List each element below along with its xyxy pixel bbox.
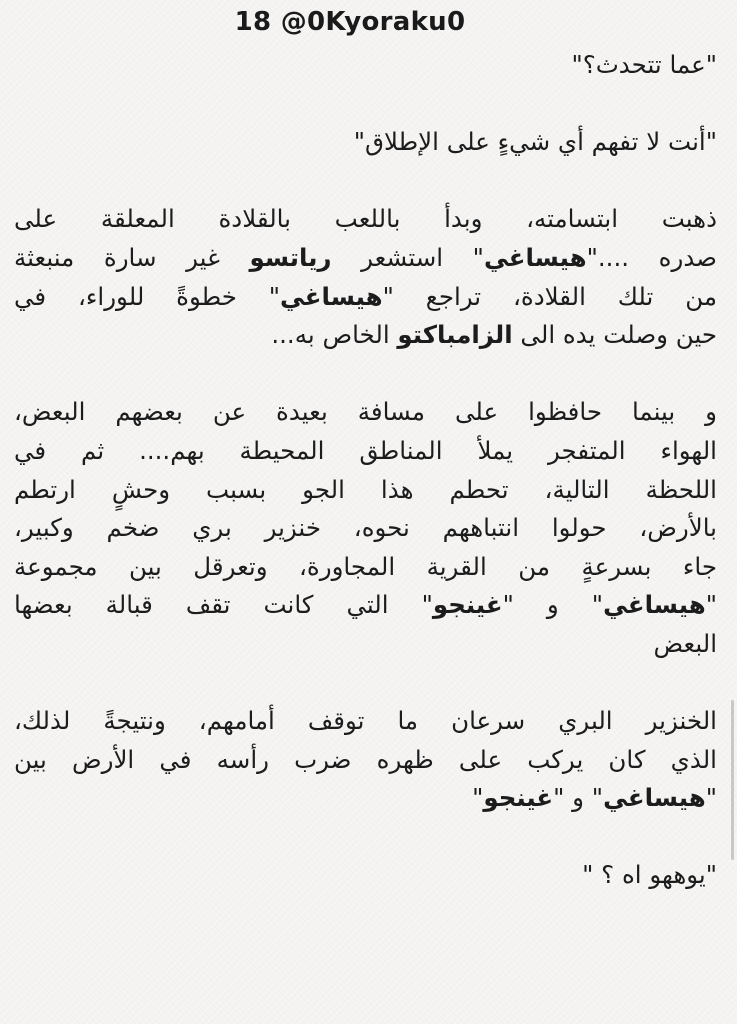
bold-name: هيساغي bbox=[483, 242, 587, 272]
text-segment: الهواء المتفجر يملأ المناطق المحيطة بهم.... ثم في bbox=[14, 435, 717, 465]
text-line bbox=[14, 509, 717, 548]
text-line bbox=[14, 548, 717, 587]
text-segment: " bbox=[705, 783, 717, 813]
text-line bbox=[14, 741, 717, 780]
text-segment: الذي كان يركب على ظهره ضرب رأسه في الأرض بين bbox=[14, 744, 717, 774]
text-line bbox=[14, 586, 717, 625]
blank-line bbox=[14, 818, 717, 857]
text-segment: " التي كانت تقف قبالة بعضها bbox=[14, 590, 433, 620]
text-segment: "يوههو اه ؟ " bbox=[582, 860, 717, 890]
page-header-handle: 18 @0Kyoraku0 bbox=[234, 7, 466, 37]
text-segment: " و " bbox=[553, 783, 604, 813]
text-segment: الخاص به... bbox=[271, 320, 398, 350]
bold-name: هيساغي bbox=[603, 783, 706, 813]
text-segment: صدره ...." bbox=[586, 242, 717, 272]
bold-name: غينجو bbox=[432, 590, 503, 620]
text-segment: " خطوةً للوراء، في bbox=[14, 281, 281, 311]
bold-name: هيساغي bbox=[603, 590, 706, 620]
scroll-indicator[interactable] bbox=[731, 700, 734, 860]
blank-line bbox=[14, 85, 717, 124]
text-segment: " bbox=[705, 590, 717, 620]
text-line bbox=[14, 779, 717, 818]
text-segment: " bbox=[472, 783, 484, 813]
text-segment: بالأرض، حولوا انتباههم نحوه، خنزير بري ضخم وكبير، bbox=[14, 513, 717, 543]
text-segment: حين وصلت يده الى bbox=[512, 320, 717, 350]
blank-line bbox=[14, 664, 717, 703]
text-line bbox=[14, 200, 717, 239]
text-line bbox=[14, 239, 717, 278]
text-line bbox=[14, 393, 717, 432]
bold-name: الزامباكتو bbox=[397, 320, 513, 350]
text-line bbox=[14, 471, 717, 510]
text-segment: من تلك القلادة، تراجع " bbox=[382, 281, 717, 311]
text-line bbox=[14, 316, 717, 355]
text-line bbox=[14, 432, 717, 471]
text-line bbox=[14, 46, 717, 85]
text-line bbox=[14, 702, 717, 741]
text-segment: جاء بسرعةٍ من القرية المجاورة، وتعرقل بين مجموعة bbox=[14, 551, 717, 581]
text-segment: و بينما حافظوا على مسافة بعيدة عن بعضهم البعض، bbox=[14, 397, 717, 427]
text-line bbox=[14, 625, 717, 664]
blank-line bbox=[14, 355, 717, 394]
bold-name: غينجو bbox=[483, 783, 554, 813]
text-line bbox=[14, 856, 717, 895]
text-segment: غير سارة منبعثة bbox=[14, 242, 250, 272]
text-segment: البعض bbox=[653, 628, 717, 658]
text-line bbox=[14, 278, 717, 317]
text-segment: ذهبت ابتسامته، وبدأ باللعب بالقلادة المعلقة على bbox=[14, 204, 717, 234]
blank-line bbox=[14, 162, 717, 201]
text-line bbox=[14, 123, 717, 162]
document-body bbox=[14, 46, 717, 895]
text-segment: الخنزير البري سرعان ما توقف أمامهم، ونتيجةً لذلك، bbox=[14, 706, 717, 736]
text-segment: " و " bbox=[502, 590, 604, 620]
text-segment: "أنت لا تفهم أي شيءٍ على الإطلاق" bbox=[353, 127, 717, 157]
bold-name: هيساغي bbox=[280, 281, 383, 311]
bold-name: رياتسو bbox=[249, 242, 332, 272]
text-segment: " استشعر bbox=[331, 242, 484, 272]
text-segment: "عما تتحدث؟" bbox=[571, 50, 717, 79]
text-segment: اللحظة التالية، تحطم هذا الجو بسبب وحشٍ ارتطم bbox=[14, 474, 717, 504]
